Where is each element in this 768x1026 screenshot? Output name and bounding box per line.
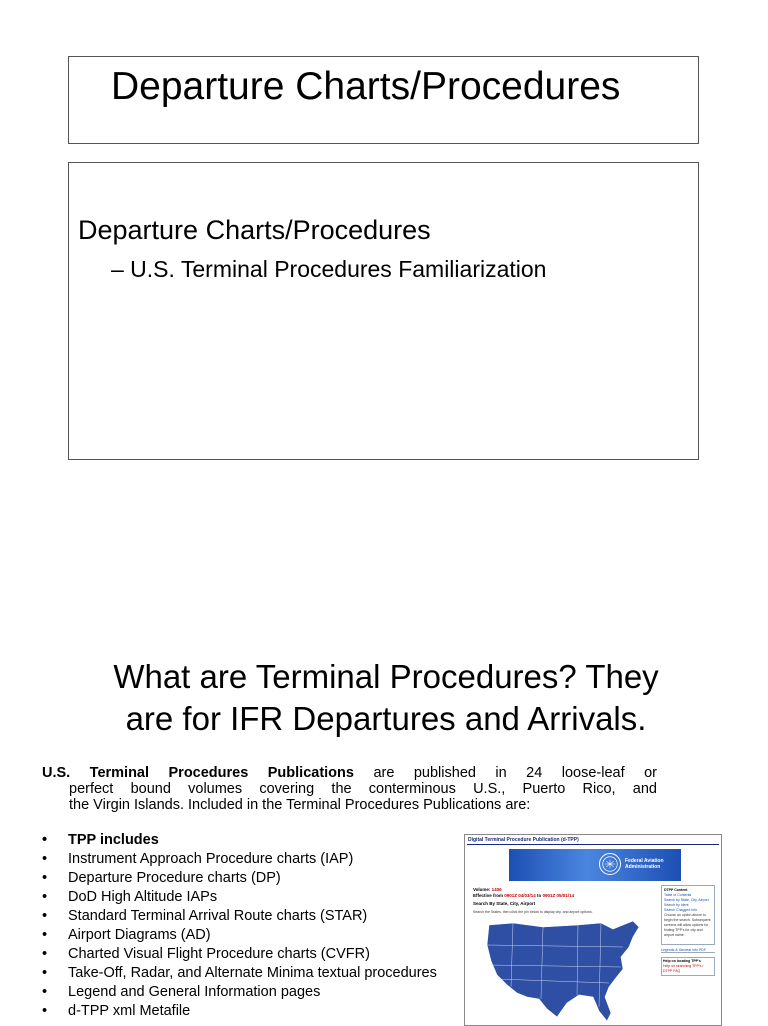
search-changed-link[interactable]: Search Chagged Info xyxy=(664,908,698,912)
dtpp-website-screenshot xyxy=(464,834,722,1026)
intro-line-1 xyxy=(42,765,657,781)
intro-line-2: perfect bound volumes covering the conterminous U.S., Puerto Rico, and xyxy=(69,781,657,797)
slide-heading: Departure Charts/Procedures xyxy=(78,215,431,245)
panel-note: Choose an option above to begin the search. Subsequent screens will allow options for finding TPP's for city and airport name. xyxy=(664,913,711,937)
list-item-text: DoD High Altitude IAPs xyxy=(68,889,218,905)
list-item-text: Standard Terminal Arrival Route charts (STAR) xyxy=(68,908,368,924)
search-state-link[interactable]: Search by State, City, Airport xyxy=(664,898,709,902)
toc-link[interactable]: Table of Contents xyxy=(664,893,692,897)
question-line-1: What are Terminal Procedures? They xyxy=(113,658,659,695)
list-item-text: Departure Procedure charts (DP) xyxy=(68,870,281,886)
effective-to-label: to xyxy=(535,893,543,898)
list-item xyxy=(42,907,437,926)
bullet-icon: • xyxy=(42,832,48,848)
bullet-icon: • xyxy=(42,889,48,905)
list-item xyxy=(42,888,437,907)
effective-to: 0901Z 05/01/14 xyxy=(542,893,575,898)
faa-banner xyxy=(509,849,681,881)
list-item xyxy=(42,945,437,964)
search-by-state-label: Search By State, City, Airport xyxy=(473,901,536,906)
effective-from: 0901Z 04/03/14 xyxy=(504,893,536,898)
bullet-icon: • xyxy=(42,984,48,1000)
search-ident-link[interactable]: Search by Ident xyxy=(664,903,689,907)
us-states-map[interactable] xyxy=(483,917,643,1025)
dtpp-content-panel xyxy=(661,885,715,945)
question-heading xyxy=(0,656,768,740)
list-item xyxy=(42,850,437,869)
dtpp-page-title: Digital Terminal Procedure Publication (d-TPP) xyxy=(468,837,579,843)
intro-paragraph xyxy=(42,765,657,813)
bullet-icon: • xyxy=(42,870,48,886)
dtpp-title-divider xyxy=(467,844,719,845)
intro-bold-lead: U.S. Terminal Procedures Publications xyxy=(42,765,354,781)
list-item-text: TPP includes xyxy=(68,832,159,848)
intro-line-3: the Virgin Islands. Included in the Terminal Procedures Publications are: xyxy=(69,797,531,813)
intro-line-1-rest: are published in 24 loose-leaf or xyxy=(353,765,657,781)
list-item-text: Instrument Approach Procedure charts (IAP) xyxy=(68,851,354,867)
list-item-text: d-TPP xml Metafile xyxy=(68,1003,191,1019)
effective-label: Effective from xyxy=(473,893,505,898)
list-item xyxy=(42,926,437,945)
help-panel xyxy=(661,957,715,976)
bullet-icon: • xyxy=(42,946,48,962)
content-slide-frame xyxy=(68,162,699,460)
panel-heading: DTPP Content xyxy=(664,888,688,892)
volume-label: Volume: xyxy=(473,887,492,892)
title-slide-frame xyxy=(68,56,699,144)
faa-seal-icon xyxy=(599,853,621,875)
search-help-text: Search the States, then click the pin below to display city, and airport options. xyxy=(473,910,593,914)
legends-label: Legends & General Info xyxy=(661,948,698,952)
legends-row xyxy=(661,948,715,953)
volume-value: 1406 xyxy=(491,887,502,892)
bullet-icon: • xyxy=(42,908,48,924)
bullet-icon: • xyxy=(42,965,48,981)
us-map-shape xyxy=(487,921,639,1021)
list-item xyxy=(42,983,437,1002)
help-heading: Help on locating TPP's xyxy=(663,959,701,963)
bullet-icon: • xyxy=(42,927,48,943)
list-item-text: Airport Diagrams (AD) xyxy=(68,927,211,943)
tpp-contents-list xyxy=(42,831,437,1021)
list-item xyxy=(42,1002,437,1021)
legends-pdf-link[interactable]: PDF xyxy=(698,948,706,952)
list-item-text: Take-Off, Radar, and Alternate Minima textual procedures xyxy=(68,965,437,981)
list-item xyxy=(42,831,437,850)
faa-name xyxy=(625,858,679,870)
list-item xyxy=(42,869,437,888)
agency-line-1: Federal Aviation xyxy=(625,858,664,864)
volume-info xyxy=(473,887,574,899)
agency-line-2: Administration xyxy=(625,864,661,870)
help-link[interactable]: Help on searching TPP's / DTPP FAQ xyxy=(663,964,704,973)
slide-subpoint: – U.S. Terminal Procedures Familiarization xyxy=(111,256,547,282)
slide-title: Departure Charts/Procedures xyxy=(111,65,621,108)
list-item xyxy=(42,964,437,983)
question-line-2: are for IFR Departures and Arrivals. xyxy=(125,700,647,737)
list-item-text: Charted Visual Flight Procedure charts (CVFR) xyxy=(68,946,370,962)
bullet-icon: • xyxy=(42,1003,48,1019)
bullet-icon: • xyxy=(42,851,48,867)
list-item-text: Legend and General Information pages xyxy=(68,984,321,1000)
